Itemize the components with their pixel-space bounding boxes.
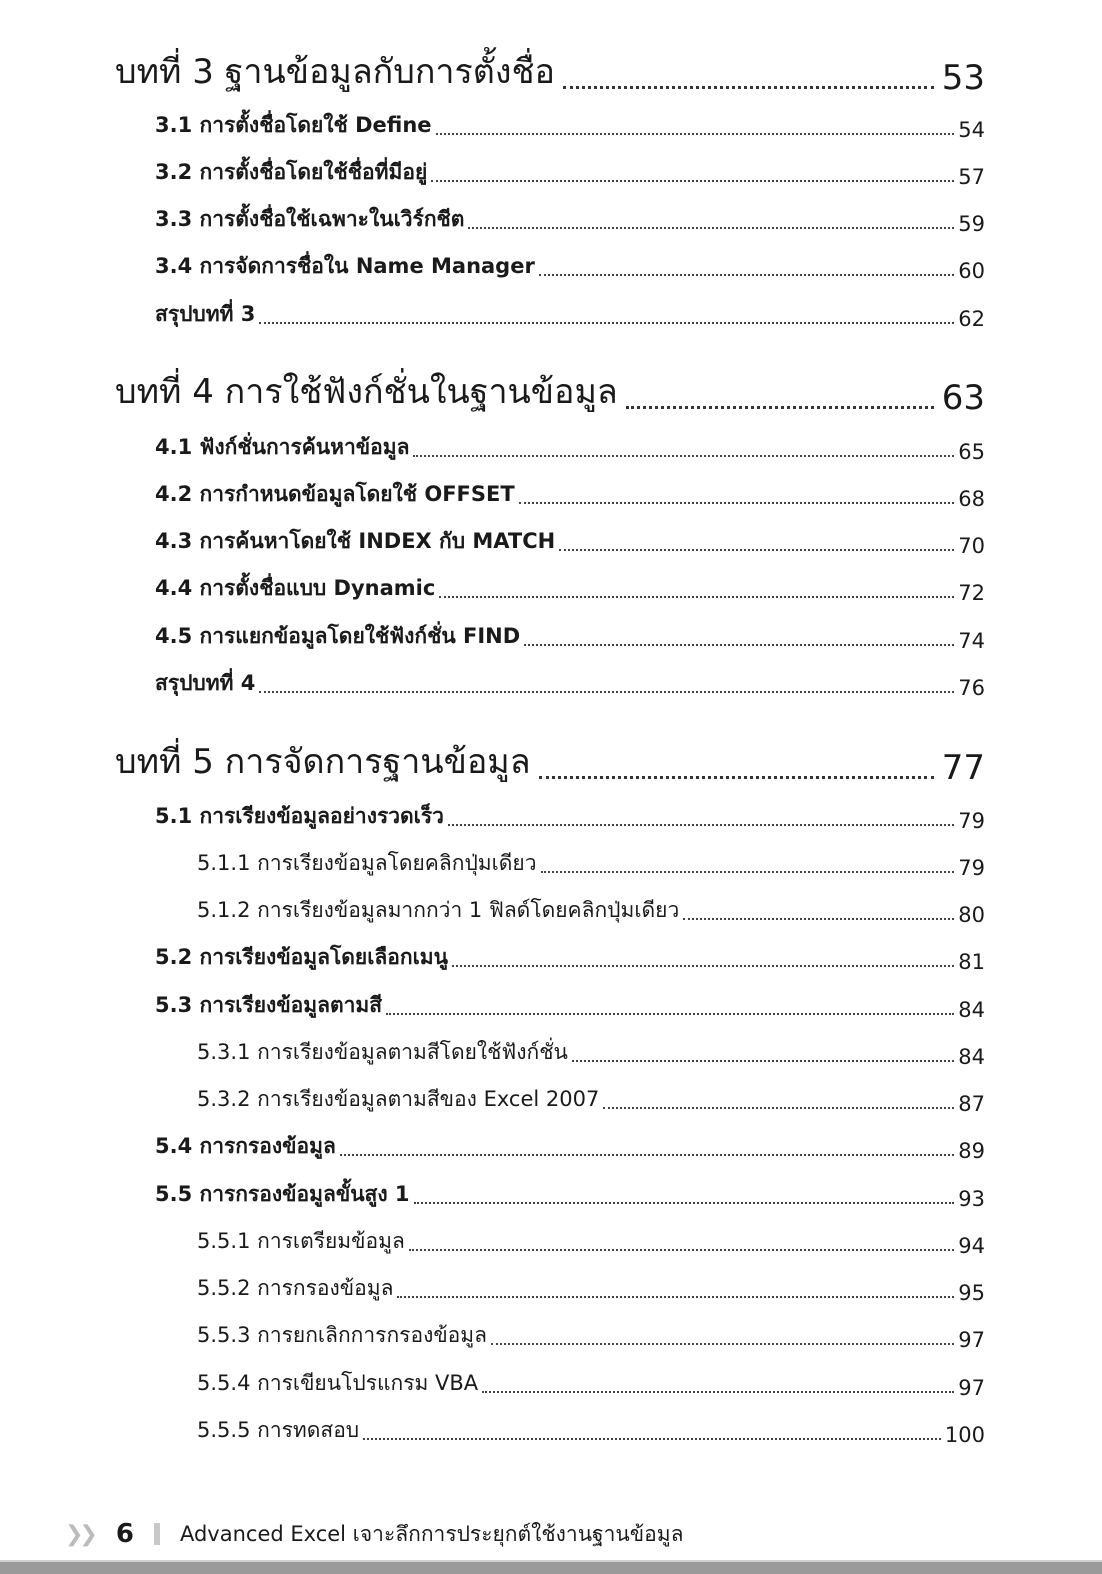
entry-label: 5.3.1 การเรียงข้อมูลตามสีโดยใช้ฟังก์ชั่น xyxy=(197,1040,568,1064)
dot-leader xyxy=(539,274,954,276)
dot-leader xyxy=(626,406,934,409)
entry-page: 62 xyxy=(958,307,985,331)
dot-leader xyxy=(603,1107,954,1109)
dot-leader xyxy=(468,227,954,229)
toc-subentry xyxy=(197,1084,985,1116)
dot-leader xyxy=(431,180,954,182)
entry-page: 65 xyxy=(958,440,985,464)
entry-page: 79 xyxy=(958,809,985,833)
entry-label: 5.1.1 การเรียงข้อมูลโดยคลิกปุ่มเดียว xyxy=(197,851,537,875)
footer-separator xyxy=(154,1523,160,1545)
dot-leader xyxy=(436,133,955,135)
entry-label: 4.2 การกำหนดข้อมูลโดยใช้ OFFSET xyxy=(155,482,515,506)
entry-page: 74 xyxy=(958,629,985,653)
toc-entry xyxy=(155,801,985,833)
toc-entry xyxy=(155,1179,985,1211)
chapter-page: 77 xyxy=(941,748,985,788)
entry-label: 5.2 การเรียงข้อมูลโดยเลือกเมนู xyxy=(155,945,448,969)
dot-leader xyxy=(259,322,954,324)
entry-label: 4.1 ฟังก์ชั่นการค้นหาข้อมูล xyxy=(155,435,410,459)
dot-leader xyxy=(539,776,934,779)
dot-leader xyxy=(541,871,955,873)
toc-subentry xyxy=(197,1415,985,1447)
dot-leader xyxy=(439,596,954,598)
entry-label: 4.4 การตั้งชื่อแบบ Dynamic xyxy=(155,576,436,600)
page-number: 6 xyxy=(115,1519,134,1549)
toc-subentry xyxy=(197,1226,985,1258)
dot-leader xyxy=(363,1438,941,1440)
toc-entry xyxy=(155,251,985,283)
entry-page: 80 xyxy=(958,903,985,927)
entry-page: 68 xyxy=(958,487,985,511)
entry-label: 5.3.2 การเรียงข้อมูลตามสีของ Excel 2007 xyxy=(197,1087,600,1111)
toc-entry xyxy=(155,110,985,142)
dot-leader xyxy=(409,1249,954,1251)
page-footer xyxy=(65,1516,683,1552)
dot-leader xyxy=(524,644,954,646)
dot-leader xyxy=(414,1202,955,1204)
chapter-title: บทที่ 4 การใช้ฟังก์ชั่นในฐานข้อมูล xyxy=(115,372,618,412)
toc-entry xyxy=(155,942,985,974)
dot-leader xyxy=(448,824,954,826)
entry-page: 95 xyxy=(958,1281,985,1305)
dot-leader xyxy=(340,1154,954,1156)
toc-entry xyxy=(155,299,985,331)
dot-leader xyxy=(413,455,954,457)
toc-subentry xyxy=(197,848,985,880)
chapter-heading xyxy=(115,368,985,418)
entry-label: 5.5.4 การเขียนโปรแกรม VBA xyxy=(197,1371,479,1395)
toc-subentry xyxy=(197,1037,985,1069)
chapter-heading xyxy=(115,48,985,98)
entry-label: 3.1 การตั้งชื่อโดยใช้ Define xyxy=(155,113,432,137)
toc-subentry xyxy=(197,1368,985,1400)
entry-label: 3.4 การจัดการชื่อใน Name Manager xyxy=(155,254,535,278)
toc-entry xyxy=(155,1131,985,1163)
dot-leader xyxy=(572,1060,954,1062)
entry-page: 72 xyxy=(958,581,985,605)
chapter-title: บทที่ 5 การจัดการฐานข้อมูล xyxy=(115,742,531,782)
toc-subentry xyxy=(197,1320,985,1352)
dot-leader xyxy=(683,918,954,920)
entry-page: 70 xyxy=(958,534,985,558)
chapter-heading xyxy=(115,738,985,788)
toc-entry xyxy=(155,157,985,189)
dot-leader xyxy=(559,549,954,551)
dot-leader xyxy=(397,1296,954,1298)
toc-subentry xyxy=(197,895,985,927)
entry-label: สรุปบทที่ 4 xyxy=(155,671,256,695)
entry-page: 87 xyxy=(958,1092,985,1116)
entry-page: 76 xyxy=(958,676,985,700)
entry-page: 81 xyxy=(958,950,985,974)
toc-entry xyxy=(155,432,985,464)
toc-entry xyxy=(155,621,985,653)
entry-label: 5.4 การกรองข้อมูล xyxy=(155,1134,336,1158)
entry-label: 5.5 การกรองข้อมูลขั้นสูง 1 xyxy=(155,1182,410,1206)
dot-leader xyxy=(563,86,934,89)
entry-label: 3.2 การตั้งชื่อโดยใช้ชื่อที่มีอยู่ xyxy=(155,160,428,184)
dot-leader xyxy=(259,691,954,693)
entry-label: สรุปบทที่ 3 xyxy=(155,302,256,326)
book-title: Advanced Excel เจาะลึกการประยุกต์ใช้งานฐานข้อมูล xyxy=(179,1521,684,1546)
chapter-page: 53 xyxy=(941,58,985,98)
toc-entry xyxy=(155,668,985,700)
entry-page: 84 xyxy=(958,1045,985,1069)
entry-page: 54 xyxy=(958,118,985,142)
dot-leader xyxy=(452,965,954,967)
entry-page: 94 xyxy=(958,1234,985,1258)
dot-leader xyxy=(519,502,955,504)
toc-entry xyxy=(155,573,985,605)
entry-label: 3.3 การตั้งชื่อใช้เฉพาะในเวิร์กชีต xyxy=(155,207,465,231)
entry-page: 97 xyxy=(958,1376,985,1400)
entry-page: 59 xyxy=(958,212,985,236)
chapter-title: บทที่ 3 ฐานข้อมูลกับการตั้งชื่อ xyxy=(115,52,555,92)
entry-label: 5.5.5 การทดสอบ xyxy=(197,1418,360,1442)
entry-page: 97 xyxy=(958,1328,985,1352)
bottom-bar xyxy=(0,1560,1102,1574)
entry-label: 5.1 การเรียงข้อมูลอย่างรวดเร็ว xyxy=(155,804,444,828)
entry-page: 100 xyxy=(944,1423,985,1447)
dot-leader xyxy=(386,1013,954,1015)
entry-page: 60 xyxy=(958,259,985,283)
entry-page: 84 xyxy=(958,998,985,1022)
entry-label: 5.5.3 การยกเลิกการกรองข้อมูล xyxy=(197,1323,488,1347)
entry-label: 4.5 การแยกข้อมูลโดยใช้ฟังก์ชั่น FIND xyxy=(155,624,521,648)
entry-page: 89 xyxy=(958,1139,985,1163)
entry-label: 5.3 การเรียงข้อมูลตามสี xyxy=(155,993,383,1017)
entry-page: 79 xyxy=(958,856,985,880)
dot-leader xyxy=(482,1391,954,1393)
dot-leader xyxy=(491,1343,954,1345)
entry-label: 5.1.2 การเรียงข้อมูลมากกว่า 1 ฟิลด์โดยคลิกปุ่มเดียว xyxy=(197,898,680,922)
entry-label: 5.5.1 การเตรียมข้อมูล xyxy=(197,1229,405,1253)
entry-page: 57 xyxy=(958,165,985,189)
double-chevron-right-icon: ❯❯ xyxy=(65,1521,94,1547)
entry-label: 4.3 การค้นหาโดยใช้ INDEX กับ MATCH xyxy=(155,529,556,553)
toc-subentry xyxy=(197,1273,985,1305)
toc-entry xyxy=(155,204,985,236)
toc-entry xyxy=(155,526,985,558)
toc-entry xyxy=(155,990,985,1022)
entry-page: 93 xyxy=(958,1187,985,1211)
entry-label: 5.5.2 การกรองข้อมูล xyxy=(197,1276,394,1300)
toc-entry xyxy=(155,479,985,511)
chapter-page: 63 xyxy=(941,378,985,418)
